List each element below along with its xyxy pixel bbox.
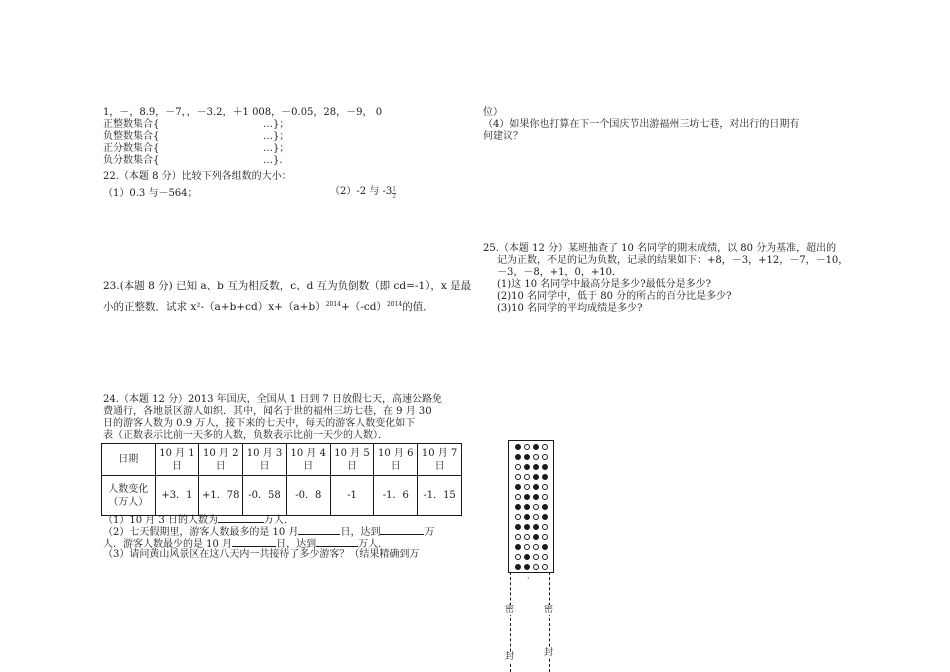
q23-exponent-1: 2014 <box>325 301 341 308</box>
filled-dot <box>542 474 548 480</box>
hollow-dot <box>524 474 530 480</box>
day-line2: 日 <box>434 460 445 472</box>
hollow-dot <box>515 534 521 540</box>
hollow-dot <box>542 564 548 570</box>
dot-row <box>509 552 553 562</box>
set-label: 正整数集合{ <box>103 119 160 130</box>
q25-line1: 25.（本题 12 分）某班抽查了 10 名同学的期末成绩，以 80 分为基准，超出的 <box>483 243 837 254</box>
dot-row <box>509 482 553 492</box>
q23-exponent-2: 2014 <box>386 301 403 308</box>
set-label: 负整数集合{ <box>103 131 160 142</box>
filled-dot <box>533 494 539 500</box>
q24-line1: 24.（本题 12 分）2013 年国庆，全国从 1 日到 7 日放假七天，高速公路免 <box>103 394 443 405</box>
q25-line2: 记为正数，不足的记为负数，记录的结果如下：+8，－3，+12，－7，－10， <box>497 255 849 266</box>
seal-char-right-2: 封 <box>544 648 554 658</box>
day-line1: 10 月 1 <box>159 447 195 459</box>
q23-line2 <box>103 298 434 314</box>
filled-dot <box>533 484 539 490</box>
hollow-dot <box>542 524 548 530</box>
seal-char-left-1: 密 <box>505 605 515 615</box>
q22-part1: （1）0.3 与－564； <box>103 188 198 199</box>
hollow-dot <box>542 454 548 460</box>
filled-dot <box>515 484 521 490</box>
table-header-row <box>102 444 462 476</box>
filled-dot <box>524 454 530 460</box>
hollow-dot <box>524 444 530 450</box>
filled-dot <box>524 554 530 560</box>
seal-char-left-2: 封 <box>505 652 515 662</box>
day-line2: 日 <box>171 460 182 472</box>
q24-sub1-unit: 万人． <box>264 515 294 526</box>
row-label-cell <box>102 476 156 516</box>
value-cell: +3．1 <box>155 476 199 516</box>
q22-fraction <box>392 187 396 200</box>
filled-dot <box>524 524 530 530</box>
hollow-dot <box>533 514 539 520</box>
header-day-cell <box>243 444 287 476</box>
value-cell: -0．8 <box>286 476 330 516</box>
answer-blank[interactable] <box>380 524 424 535</box>
binding-dot-strip <box>508 440 554 573</box>
value-cell: -1．15 <box>418 476 462 516</box>
set-label: 负分数集合{ <box>103 155 160 166</box>
set-tail: …}； <box>263 119 290 130</box>
hollow-dot <box>515 554 521 560</box>
q21-number-list: 1，－，8.9，－7，，－3.2，＋1 008，－0.05，28，－9， 0 <box>103 107 383 118</box>
q24-sub3: （3）请问黄山风景区在这八天内一共接待了多少游客？（结果精确到万 <box>103 549 420 560</box>
answer-blank[interactable] <box>218 512 264 523</box>
dot-row <box>509 522 553 532</box>
fraction-denominator: 2 <box>392 193 397 200</box>
dot-row <box>509 562 553 572</box>
set-label: 正分数集合{ <box>103 143 160 154</box>
dot-row <box>509 542 553 552</box>
q22-part2-text: （2）-2 与 -3 <box>330 186 393 197</box>
q24-sub2-text-e: 日，达到 <box>276 539 317 550</box>
hollow-dot <box>533 554 539 560</box>
hollow-dot <box>542 494 548 500</box>
dot-row <box>509 452 553 462</box>
header-day-cell <box>286 444 330 476</box>
day-line1: 10 月 2 <box>203 447 239 459</box>
filled-dot <box>515 524 521 530</box>
hollow-dot <box>515 514 521 520</box>
hollow-dot <box>533 544 539 550</box>
dot-row <box>509 442 553 452</box>
q24-sub1-text: （1）10 月 3 日的人数为 <box>103 515 218 526</box>
hollow-dot <box>533 454 539 460</box>
answer-blank[interactable] <box>316 536 358 547</box>
filled-dot <box>533 524 539 530</box>
filled-dot <box>533 534 539 540</box>
filled-dot <box>533 444 539 450</box>
filled-dot <box>515 444 521 450</box>
filled-dot <box>542 504 548 510</box>
hollow-dot <box>533 564 539 570</box>
q25-question1: (1)这 10 名同学中最高分是多少?最低分是多少? <box>497 279 711 290</box>
filled-dot <box>515 504 521 510</box>
hollow-dot <box>533 504 539 510</box>
hollow-dot <box>542 484 548 490</box>
filled-dot <box>524 564 530 570</box>
header-day-cell <box>155 444 199 476</box>
day-line2: 日 <box>303 460 314 472</box>
row-label-line2: （万人） <box>108 496 149 508</box>
q25-line3: －3，－8，+1，0，+10． <box>497 267 622 278</box>
q24-sub2-text-d: 人．游客人数最少的是 10 月 <box>103 539 233 550</box>
filled-dot <box>542 544 548 550</box>
hollow-dot <box>542 534 548 540</box>
q23-line1: 23.(本题 8 分) 已知 a、b 互为相反数，c、d 互为负倒数（即 cd=-1），x 是最 <box>103 280 472 292</box>
filled-dot <box>524 464 530 470</box>
dot-row <box>509 472 553 482</box>
day-line1: 10 月 5 <box>334 447 370 459</box>
header-day-cell <box>418 444 462 476</box>
hollow-dot <box>515 464 521 470</box>
set-tail: …}. <box>263 155 283 166</box>
filled-dot <box>524 504 530 510</box>
dot-row <box>509 532 553 542</box>
q24-line4: 表（正数表示比前一天多的人数，负数表示比前一天少的人数）． <box>103 430 388 441</box>
q25-question3: (3)10 名同学的平均成绩是多少? <box>497 303 643 314</box>
value-cell: -0．58 <box>243 476 287 516</box>
q25-question2: (2)10 名同学中，低于 80 分的所占的百分比是多少? <box>497 291 732 302</box>
day-line2: 日 <box>215 460 226 472</box>
day-line1: 10 月 6 <box>378 447 414 459</box>
q24-continuation: 位） <box>483 107 503 118</box>
q24-sub2-text-b: 日，达到 <box>340 527 381 538</box>
value-cell: +1．78 <box>199 476 243 516</box>
q23-expr-c: 的值． <box>402 301 434 313</box>
dot-row <box>509 492 553 502</box>
day-line2: 日 <box>390 460 401 472</box>
set-tail: …}； <box>263 131 290 142</box>
dot-row <box>509 462 553 472</box>
row-label-line1: 人数变化 <box>108 483 149 495</box>
hollow-dot <box>542 444 548 450</box>
filled-dot <box>533 474 539 480</box>
filled-dot <box>515 564 521 570</box>
day-line2: 日 <box>347 460 358 472</box>
q22-part2 <box>330 185 396 200</box>
day-line2: 日 <box>259 460 270 472</box>
q24-sub2-text: （2）七天假期里，游客人数最多的是 10 月 <box>103 527 299 538</box>
header-day-cell <box>330 444 374 476</box>
filled-dot <box>542 514 548 520</box>
day-line1: 10 月 7 <box>421 447 458 459</box>
q24-line3: 日的游客人数为 0.9 万人，接下来的七天中，每天的游客人数变化如下 <box>103 418 416 429</box>
header-day-cell <box>374 444 418 476</box>
filled-dot <box>515 544 521 550</box>
value-cell: -1 <box>330 476 374 516</box>
q24-line2: 费通行，各地景区游人如织．其中，闻名于世的福州三坊七巷，在 9 月 30 <box>103 406 432 417</box>
dot-row <box>509 512 553 522</box>
hollow-dot <box>515 494 521 500</box>
q22-title: 22.（本题 8 分）比较下列各组数的大小： <box>103 171 292 182</box>
filled-dot <box>533 464 539 470</box>
binding-mark-dot: · <box>527 574 530 583</box>
q23-expr-a: 小的正整数．试求 x²-（a+b+cd）x+（a+b） <box>103 301 326 313</box>
q24-sub2-text-f: 万人． <box>358 539 389 550</box>
answer-blank[interactable] <box>232 536 276 547</box>
dot-row <box>509 502 553 512</box>
seal-char-right-1: 密 <box>544 605 554 615</box>
answer-blank[interactable] <box>298 524 340 535</box>
q23-expr-b: +（-cd） <box>340 301 387 313</box>
hollow-dot <box>524 544 530 550</box>
hollow-dot <box>524 534 530 540</box>
day-line1: 10 月 4 <box>290 447 326 459</box>
header-label-cell: 日期 <box>102 444 156 476</box>
header-day-cell <box>199 444 243 476</box>
hollow-dot <box>515 474 521 480</box>
hollow-dot <box>542 554 548 560</box>
table-value-row <box>102 476 462 516</box>
filled-dot <box>524 494 530 500</box>
q21-set-negative-fractions <box>103 154 283 167</box>
visitor-change-table <box>101 443 462 516</box>
set-tail: …}； <box>263 143 290 154</box>
q24-part4-line1: （4）如果你也打算在下一个国庆节出游福州三坊七巷，对出行的日期有 <box>483 119 800 130</box>
day-line1: 10 月 3 <box>246 447 283 459</box>
hollow-dot <box>524 484 530 490</box>
q24-part4-line2: 何建议？ <box>483 131 523 142</box>
fraction-numerator: 1 <box>392 186 397 193</box>
filled-dot <box>515 454 521 460</box>
q24-sub2-text-c: 万 <box>424 527 435 538</box>
filled-dot <box>524 514 530 520</box>
value-cell: -1．6 <box>374 476 418 516</box>
filled-dot <box>542 464 548 470</box>
